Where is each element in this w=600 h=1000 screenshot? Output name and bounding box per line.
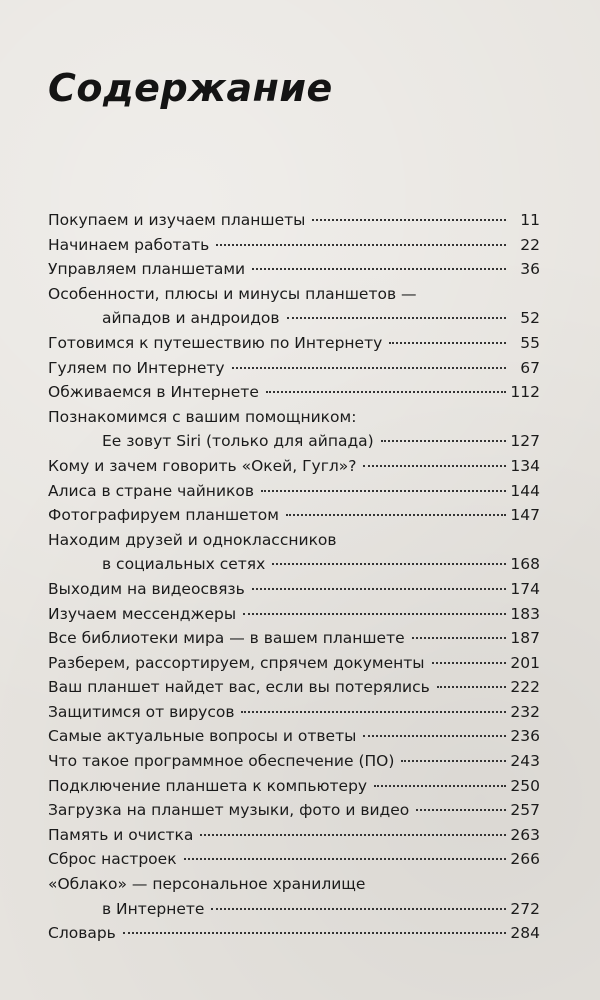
toc-page-number: 174 [510, 579, 540, 598]
toc-page-number: 272 [510, 899, 540, 918]
toc-page-number: 187 [510, 629, 540, 648]
toc-entry [48, 405, 540, 454]
toc-entry [48, 528, 540, 577]
toc-entry-title: Сброс настроек [48, 850, 177, 869]
dot-leader [232, 366, 506, 369]
toc-entry [48, 921, 540, 946]
toc-entry-title: Ваш планшет найдет вас, если вы потерялись [48, 678, 430, 697]
toc-entry-title: Загрузка на планшет музыки, фото и видео [48, 801, 410, 820]
toc-entry [48, 331, 540, 356]
toc-entry-title: Кому и зачем говорить «Окей, Гугл»? [48, 456, 357, 475]
toc-entry-title: Начинаем работать [48, 235, 210, 254]
dot-leader [184, 857, 506, 860]
toc-entry [48, 282, 540, 331]
dot-leader [261, 489, 506, 492]
dot-leader [381, 439, 506, 442]
toc-page-number: 11 [520, 211, 540, 229]
toc-page-number: 22 [520, 235, 540, 254]
toc-entry-title: Гуляем по Интернету [48, 358, 225, 377]
toc-entry [48, 774, 540, 799]
toc-entry-title: в социальных сетях [102, 555, 266, 574]
toc-entry-line [48, 257, 540, 282]
dot-leader [266, 390, 506, 393]
toc-page-number: 284 [510, 924, 540, 943]
toc-entry [48, 479, 540, 504]
toc-entry-line [48, 847, 540, 872]
dot-leader [272, 562, 506, 565]
toc-entry-title: Словарь [48, 924, 116, 943]
toc-entry [48, 847, 540, 872]
toc-page-number: 55 [520, 333, 540, 352]
toc-page-number: 201 [510, 653, 540, 672]
toc-entry-title: Выходим на видеосвязь [48, 579, 245, 598]
toc-page-number: 134 [510, 456, 540, 475]
toc-entry [48, 626, 540, 651]
toc-entry-line [48, 724, 540, 749]
dot-leader [412, 636, 506, 639]
toc-page-number: 266 [510, 850, 540, 869]
toc-page-number: 144 [510, 481, 540, 500]
toc-entry [48, 724, 540, 749]
toc-page-number: 263 [510, 825, 540, 844]
toc-page-number: 183 [510, 604, 540, 623]
toc-entry-title: Алиса в стране чайников [48, 481, 254, 500]
dot-leader [200, 833, 506, 836]
toc-entry-title: Находим друзей и одноклассников [48, 530, 337, 549]
toc-entry [48, 356, 540, 381]
toc-entry-line [48, 380, 540, 405]
toc-entry-line [48, 651, 540, 676]
toc-entry [48, 872, 540, 921]
toc-entry [48, 675, 540, 700]
toc-entry-title: Изучаем мессенджеры [48, 604, 237, 623]
toc-entry-line [48, 774, 540, 799]
dot-leader [286, 513, 506, 516]
toc-entry-line [48, 602, 540, 627]
toc-page-number: 67 [520, 358, 540, 377]
toc-entry-line [48, 454, 540, 479]
toc-entry-line [48, 405, 540, 430]
toc-entry [48, 823, 540, 848]
toc-entry-line-continued [48, 429, 540, 454]
toc-entry-line [48, 356, 540, 381]
toc-entry-title: Все библиотеки мира — в вашем планшете [48, 629, 405, 648]
toc-entry-line [48, 700, 540, 725]
toc-entry [48, 577, 540, 602]
toc-page-number: 36 [520, 260, 540, 279]
toc-entry [48, 380, 540, 405]
toc-entry-line [48, 749, 540, 774]
toc-entry-title: Покупаем и изучаем планшеты [48, 211, 306, 229]
toc-page-number: 52 [520, 309, 540, 328]
toc-entry-title: Познакомимся с вашим помощником: [48, 407, 357, 426]
toc-entry-line [48, 479, 540, 504]
toc-page-number: 232 [510, 702, 540, 721]
toc-entry [48, 798, 540, 823]
toc-entry-title: Что такое программное обеспечение (ПО) [48, 752, 395, 771]
toc-page-number: 147 [510, 506, 540, 525]
toc-entry-title: айпадов и андроидов [102, 309, 280, 328]
dot-leader [389, 341, 506, 344]
toc-entry-line [48, 675, 540, 700]
toc-entry [48, 208, 540, 233]
toc-entry-line-continued [48, 306, 540, 331]
toc-entry-line [48, 503, 540, 528]
toc-entry-title: Подключение планшета к компьютеру [48, 776, 368, 795]
toc-entry [48, 454, 540, 479]
dot-leader [123, 931, 506, 934]
toc-page-number: 243 [510, 752, 540, 771]
dot-leader [374, 784, 506, 787]
toc-entry-title: Память и очистка [48, 825, 194, 844]
toc-entry [48, 749, 540, 774]
dot-leader [437, 685, 506, 688]
toc-entry-title: Защитимся от вирусов [48, 702, 235, 721]
toc-page-number: 257 [510, 801, 540, 820]
dot-leader [216, 243, 506, 246]
toc-entry [48, 503, 540, 528]
dot-leader [363, 734, 506, 737]
toc-entry [48, 602, 540, 627]
toc-entry-title: Особенности, плюсы и минусы планшетов — [48, 284, 417, 303]
toc-entry-line [48, 331, 540, 356]
toc-entry-line [48, 872, 540, 897]
toc-entry [48, 233, 540, 258]
toc-page-number: 168 [510, 555, 540, 574]
toc-entry-title: Самые актуальные вопросы и ответы [48, 727, 357, 746]
dot-leader [432, 661, 506, 664]
dot-leader [211, 907, 506, 910]
toc-entry-line [48, 823, 540, 848]
toc-entry-line [48, 528, 540, 553]
toc-entry-title: Ее зовут Siri (только для айпада) [102, 432, 374, 451]
toc-entry-line [48, 577, 540, 602]
toc-entry-title: Фотографируем планшетом [48, 506, 279, 525]
dot-leader [252, 267, 506, 270]
dot-leader [241, 710, 506, 713]
page-title: Содержание [48, 66, 333, 110]
dot-leader [287, 316, 506, 319]
dot-leader [252, 587, 506, 590]
toc-entry-line-continued [48, 552, 540, 577]
toc-entry [48, 257, 540, 282]
toc-page-number: 250 [510, 776, 540, 795]
toc-page-number: 236 [510, 727, 540, 746]
toc-entry-line [48, 921, 540, 946]
toc-entry-title: Готовимся к путешествию по Интернету [48, 333, 383, 352]
toc-entry-title: в Интернете [102, 899, 205, 918]
toc-page-number: 127 [510, 432, 540, 451]
dot-leader [363, 464, 506, 467]
dot-leader [416, 808, 506, 811]
toc-page-number: 222 [510, 678, 540, 697]
toc-entry-line [48, 626, 540, 651]
toc-entry-title: Обживаемся в Интернете [48, 383, 259, 402]
toc-entry [48, 700, 540, 725]
toc-entry-line-continued [48, 897, 540, 922]
toc-entry-title: Управляем планшетами [48, 260, 246, 279]
table-of-contents [48, 208, 540, 946]
toc-page-number: 112 [510, 383, 540, 402]
dot-leader [312, 218, 506, 221]
toc-entry-title: Разберем, рассортируем, спрячем документы [48, 653, 425, 672]
toc-entry-title: «Облако» — персональное хранилище [48, 875, 366, 894]
toc-entry [48, 651, 540, 676]
toc-entry-line [48, 798, 540, 823]
toc-entry-line [48, 208, 540, 233]
toc-entry-line [48, 282, 540, 307]
dot-leader [243, 612, 506, 615]
toc-entry-line [48, 233, 540, 258]
dot-leader [401, 759, 506, 762]
